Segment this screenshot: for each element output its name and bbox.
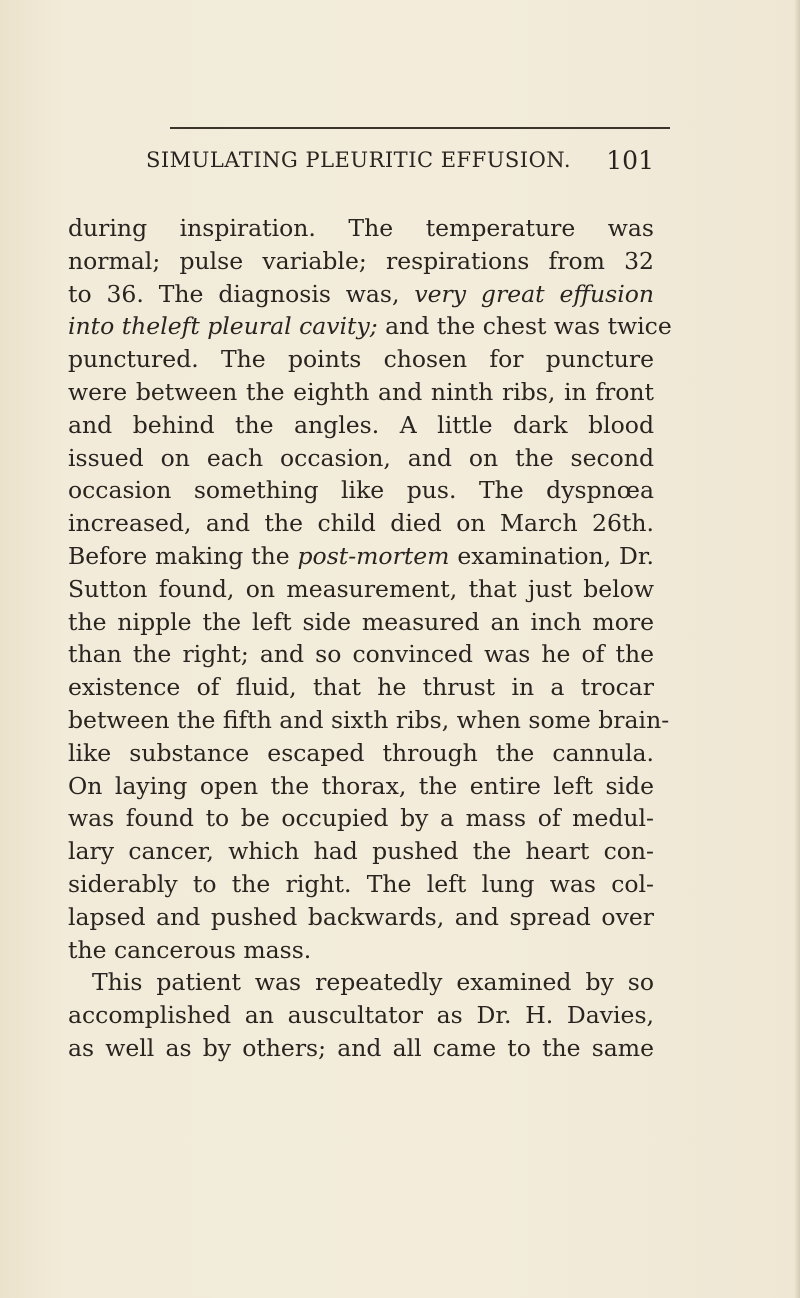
text-segment: occasion something like pus. The dyspnœa: [68, 476, 654, 505]
text-line: [68, 573, 654, 606]
text-line: [68, 704, 670, 737]
italic-text: post-mortem: [297, 541, 450, 570]
text-segment: the nipple the left side measured an inch more: [68, 607, 654, 636]
text-segment: This patient was repeatedly examined by so: [92, 968, 654, 997]
text-line: [68, 442, 654, 475]
text-line: [68, 245, 654, 278]
text-line: [68, 507, 654, 540]
text-line: [68, 934, 654, 967]
italic-text: into theleft pleural cavity;: [68, 312, 378, 341]
text-line: [68, 376, 654, 409]
text-segment: On laying open the thorax, the entire left side: [68, 771, 654, 800]
text-segment: increased, and the child died on March 26th.: [68, 509, 654, 538]
text-segment: as well as by others; and all came to the same: [68, 1033, 654, 1062]
text-line: [68, 409, 654, 442]
italic-text: very great effusion: [414, 279, 654, 308]
text-line: [68, 901, 654, 934]
text-line: [68, 770, 654, 803]
text-segment: was found to be occupied by a mass of medul-: [68, 804, 654, 833]
text-line: [68, 802, 654, 835]
page-number: 101: [606, 146, 654, 175]
running-title: SIMULATING PLEURITIC EFFUSION.: [146, 148, 572, 172]
text-segment: lapsed and pushed backwards, and spread over: [68, 902, 654, 931]
text-segment: normal; pulse variable; respirations from 32: [68, 246, 654, 275]
body-text: [68, 212, 672, 1065]
text-line: [68, 737, 654, 770]
text-segment: accomplished an auscultator as Dr. H. Davies,: [68, 1001, 654, 1030]
text-line: [68, 540, 654, 573]
header-rule: [170, 127, 670, 129]
text-segment: issued on each occasion, and on the second: [68, 443, 654, 472]
text-line: [68, 606, 654, 639]
text-line: [68, 474, 654, 507]
page-header: [146, 146, 654, 182]
text-line: [68, 966, 654, 999]
text-segment: like substance escaped through the cannula.: [68, 738, 654, 767]
text-segment: than the right; and so convinced was he of the: [68, 640, 654, 669]
text-line: [68, 835, 654, 868]
text-segment: the cancerous mass.: [68, 935, 312, 964]
text-line: [68, 671, 654, 704]
text-segment: and the chest was twice: [377, 312, 672, 341]
text-segment: Before making the: [68, 541, 298, 570]
text-line: [68, 868, 654, 901]
text-segment: siderably to the right. The left lung was col-: [68, 869, 654, 898]
text-segment: existence of fluid, that he thrust in a trocar: [68, 673, 654, 702]
text-segment: punctured. The points chosen for puncture: [68, 345, 654, 374]
text-segment: Sutton found, on measurement, that just below: [68, 574, 654, 603]
text-segment: examination, Dr.: [449, 541, 654, 570]
text-line: [68, 999, 654, 1032]
text-line: [68, 1032, 654, 1065]
text-line: [68, 343, 654, 376]
page-edge-shadow: [794, 0, 800, 1298]
text-line: [68, 278, 654, 311]
text-segment: between the fifth and sixth ribs, when some brain-: [68, 705, 670, 734]
text-segment: lary cancer, which had pushed the heart con-: [68, 837, 654, 866]
text-line: [68, 310, 672, 343]
text-line: [68, 212, 654, 245]
text-segment: and behind the angles. A little dark blood: [68, 410, 654, 439]
text-segment: to 36. The diagnosis was,: [68, 279, 415, 308]
text-segment: were between the eighth and ninth ribs, in front: [68, 377, 654, 406]
text-line: [68, 638, 654, 671]
text-segment: during inspiration. The temperature was: [68, 214, 654, 242]
